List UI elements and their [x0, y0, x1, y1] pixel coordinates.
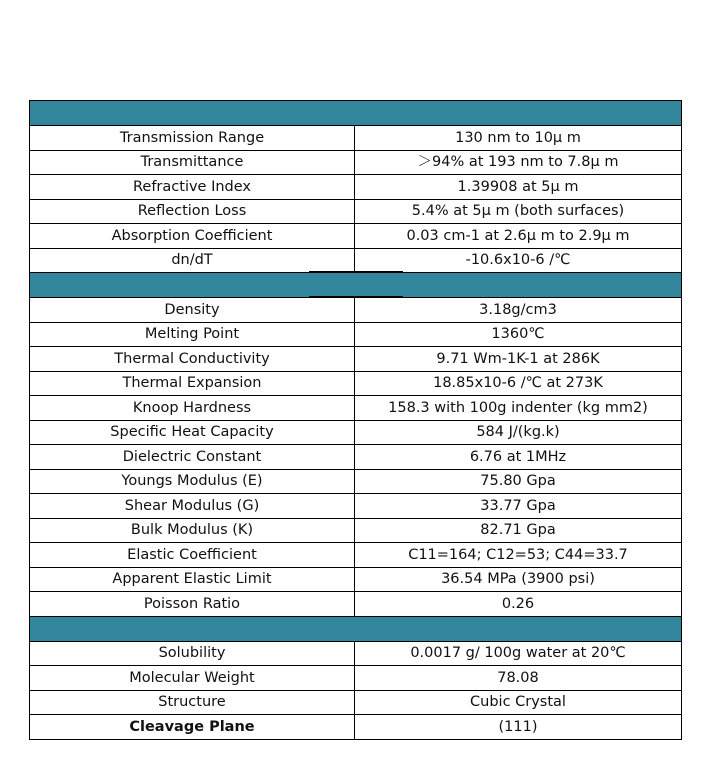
section-header-1 [30, 101, 682, 126]
section-header-cell [30, 273, 682, 298]
table-row [30, 322, 682, 347]
property-name: Bulk Modulus (K) [30, 518, 355, 543]
property-value: C11=164; C12=53; C44=33.7 [355, 543, 682, 568]
property-name: Elastic Coefficient [30, 543, 355, 568]
properties-table [29, 100, 682, 740]
property-name: Density [30, 298, 355, 323]
property-name: Knoop Hardness [30, 396, 355, 421]
table-row [30, 298, 682, 323]
table-row [30, 347, 682, 372]
property-name: Dielectric Constant [30, 445, 355, 470]
section-header-2 [30, 273, 682, 298]
property-value: 18.85x10-6 /℃ at 273K [355, 371, 682, 396]
property-name: Solubility [30, 641, 355, 666]
property-name: Melting Point [30, 322, 355, 347]
property-value: Cubic Crystal [355, 690, 682, 715]
property-name: Apparent Elastic Limit [30, 567, 355, 592]
property-name: Structure [30, 690, 355, 715]
table-row [30, 592, 682, 617]
table-row [30, 175, 682, 200]
property-value: 0.26 [355, 592, 682, 617]
table-row [30, 199, 682, 224]
property-name: Absorption Coefficient [30, 224, 355, 249]
property-value: 78.08 [355, 666, 682, 691]
table-row [30, 224, 682, 249]
table-row [30, 494, 682, 519]
property-value: 0.03 cm-1 at 2.6μ m to 2.9μ m [355, 224, 682, 249]
table-row [30, 666, 682, 691]
table-row [30, 641, 682, 666]
property-name: Reflection Loss [30, 199, 355, 224]
property-value: -10.6x10-6 /℃ [355, 248, 682, 273]
property-value: 1360℃ [355, 322, 682, 347]
table-row [30, 371, 682, 396]
property-name: Specific Heat Capacity [30, 420, 355, 445]
table-row [30, 126, 682, 151]
property-value: 5.4% at 5μ m (both surfaces) [355, 199, 682, 224]
table-row [30, 567, 682, 592]
stray-line-bottom [309, 296, 403, 297]
property-value: 33.77 Gpa [355, 494, 682, 519]
property-value: 75.80 Gpa [355, 469, 682, 494]
property-name: Thermal Expansion [30, 371, 355, 396]
table-row [30, 396, 682, 421]
table-row [30, 518, 682, 543]
section-header-cell [30, 101, 682, 126]
stray-line-top [309, 271, 403, 272]
property-name: Refractive Index [30, 175, 355, 200]
property-value: 82.71 Gpa [355, 518, 682, 543]
property-name: Cleavage Plane [30, 715, 355, 740]
table-row [30, 715, 682, 740]
property-name: Youngs Modulus (E) [30, 469, 355, 494]
property-value: ＞94% at 193 nm to 7.8μ m [355, 150, 682, 175]
property-value: 3.18g/cm3 [355, 298, 682, 323]
property-value: 36.54 MPa (3900 psi) [355, 567, 682, 592]
property-value: (111) [355, 715, 682, 740]
section-header-3 [30, 616, 682, 641]
table-row [30, 150, 682, 175]
property-name: Poisson Ratio [30, 592, 355, 617]
property-value: 158.3 with 100g indenter (kg mm2) [355, 396, 682, 421]
table-row [30, 543, 682, 568]
property-value: 130 nm to 10μ m [355, 126, 682, 151]
section-header-cell [30, 616, 682, 641]
properties-table-body [30, 101, 682, 740]
property-name: Transmittance [30, 150, 355, 175]
property-value: 6.76 at 1MHz [355, 445, 682, 470]
property-name: Shear Modulus (G) [30, 494, 355, 519]
table-row [30, 420, 682, 445]
table-row [30, 445, 682, 470]
property-value: 0.0017 g/ 100g water at 20℃ [355, 641, 682, 666]
property-value: 1.39908 at 5μ m [355, 175, 682, 200]
property-name: Thermal Conductivity [30, 347, 355, 372]
property-name: Molecular Weight [30, 666, 355, 691]
property-name: Transmission Range [30, 126, 355, 151]
table-row [30, 690, 682, 715]
property-name: dn/dT [30, 248, 355, 273]
table-row [30, 469, 682, 494]
property-value: 584 J/(kg.k) [355, 420, 682, 445]
table-row [30, 248, 682, 273]
property-value: 9.71 Wm-1K-1 at 286K [355, 347, 682, 372]
